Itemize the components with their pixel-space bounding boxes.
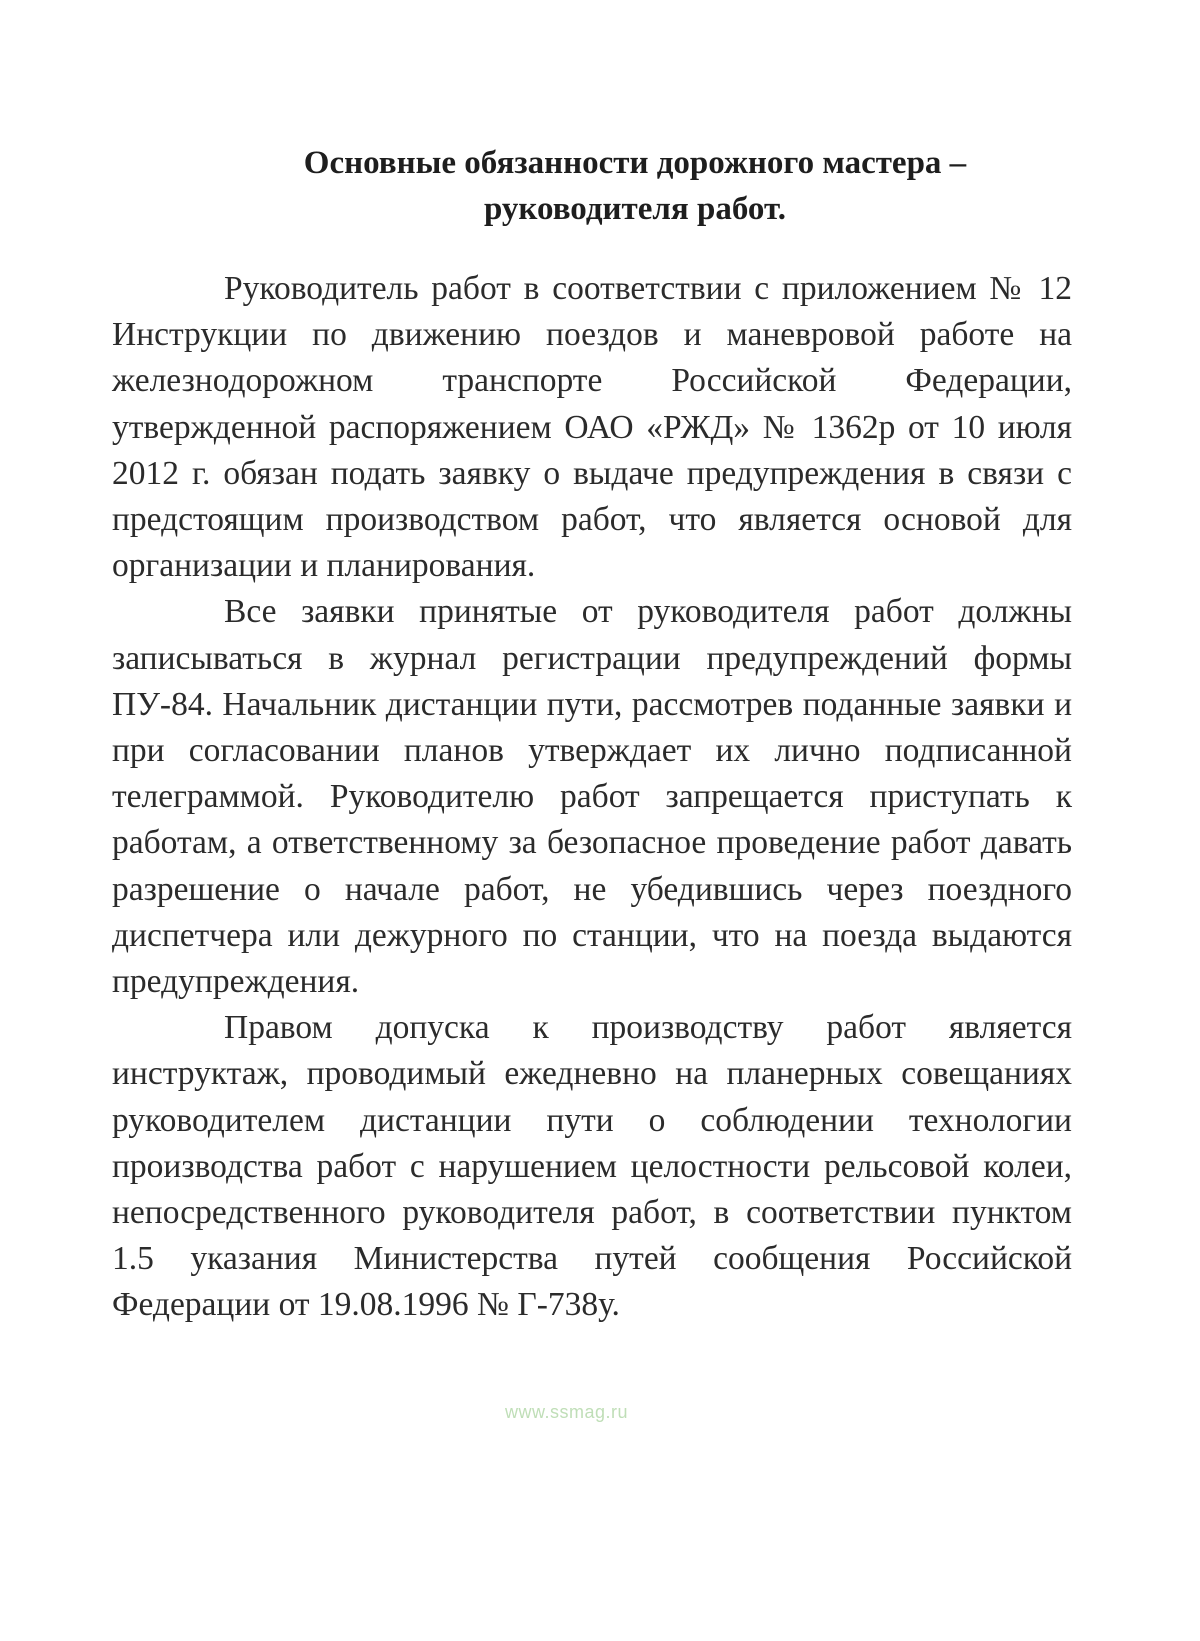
title-line-2: руководителя работ. [484,191,786,227]
document-body [112,266,1072,1329]
title-line-1: Основные обязанности дорожного мастера – [303,145,967,181]
paragraph-2: Все заявки принятые от руководителя работ должны записываться в журнал регистрации предупреждений формы ПУ-84. Начальник дистанции пути, рассмотрев поданные заявки и при согласовании планов утверждает их лично подписанной телеграммой. Руководителю работ запрещается приступать к работам, а ответственному за безопасное проведение работ давать разрешение о начале работ, не убедившись через поездного диспетчера или дежурного по станции, что на поезда выдаются предупреждения. [112,593,1072,1001]
paragraph-3: Правом допуска к производству работ является инструктаж, проводимый ежедневно на планерных совещаниях руководителем дистанции пути о соблюдении технологии производства работ с нарушением целостности рельсовой колеи, непосредственного руководителя работ, в соответствии пунктом 1.5 указания Министерства путей сообщения Российской Федерации от 19.08.1996 № Г-738у. [112,1009,1072,1324]
watermark: www.ssmag.ru [505,1402,629,1422]
document-title [110,140,1090,232]
paragraph-1: Руководитель работ в соответствии с приложением № 12 Инструкции по движению поездов и маневровой работе на железнодорожном транспорте Российской Федерации, утвержденной распоряжением ОАО «РЖД» № 1362р от 10 июля 2012 г. обязан подать заявку о выдаче предупреждения в связи с предстоящим производством работ, что является основой для организации и планирования. [112,270,1072,585]
